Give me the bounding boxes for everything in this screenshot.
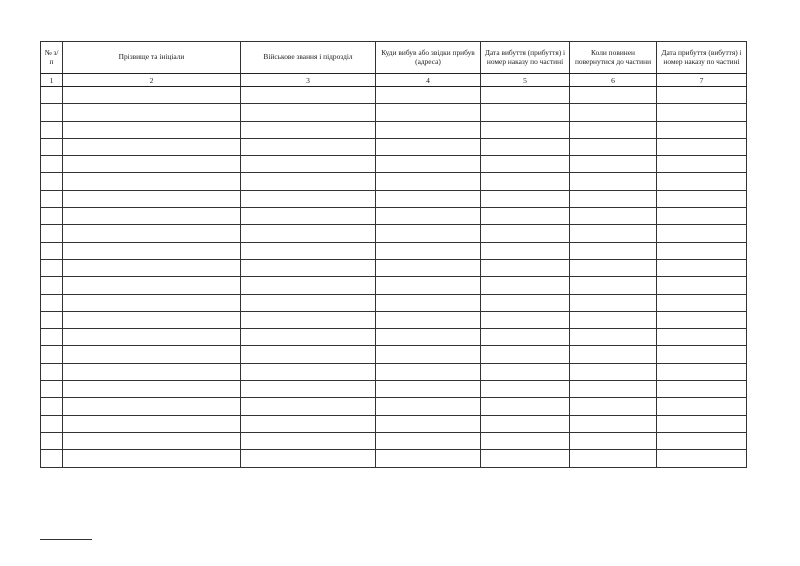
- table-cell: [41, 121, 63, 138]
- table-row: [41, 329, 747, 346]
- table-cell: [481, 346, 570, 363]
- table-cell: [41, 398, 63, 415]
- table-cell: [657, 156, 747, 173]
- table-row: [41, 121, 747, 138]
- table-cell: [241, 138, 376, 155]
- table-cell: [376, 138, 481, 155]
- table-cell: [657, 363, 747, 380]
- table-cell: [570, 398, 657, 415]
- table-cell: [241, 432, 376, 449]
- table-cell: [63, 242, 241, 259]
- table-row: [41, 173, 747, 190]
- table-cell: [657, 87, 747, 104]
- table-cell: [241, 398, 376, 415]
- table-cell: [481, 398, 570, 415]
- column-number: 1: [41, 74, 63, 87]
- header-departure-date: Дата вибуття (прибуття) і номер наказу по частині: [481, 42, 570, 74]
- table-cell: [570, 259, 657, 276]
- table-row: [41, 363, 747, 380]
- table-cell: [570, 432, 657, 449]
- table-cell: [63, 363, 241, 380]
- table-row: [41, 104, 747, 121]
- table-cell: [657, 225, 747, 242]
- table-row: [41, 311, 747, 328]
- table-cell: [481, 87, 570, 104]
- table-cell: [481, 208, 570, 225]
- table-cell: [481, 277, 570, 294]
- table-cell: [657, 242, 747, 259]
- table-cell: [41, 450, 63, 467]
- table-cell: [657, 381, 747, 398]
- register-body: [41, 87, 747, 468]
- table-row: [41, 277, 747, 294]
- table-cell: [376, 415, 481, 432]
- table-cell: [376, 259, 481, 276]
- table-cell: [376, 294, 481, 311]
- table-cell: [41, 415, 63, 432]
- table-cell: [376, 346, 481, 363]
- table-cell: [481, 294, 570, 311]
- table-cell: [570, 294, 657, 311]
- table-cell: [241, 121, 376, 138]
- table-cell: [241, 190, 376, 207]
- table-cell: [41, 259, 63, 276]
- table-cell: [241, 277, 376, 294]
- table-cell: [570, 173, 657, 190]
- table-cell: [241, 311, 376, 328]
- table-cell: [41, 208, 63, 225]
- table-cell: [481, 225, 570, 242]
- table-cell: [376, 190, 481, 207]
- table-cell: [241, 104, 376, 121]
- table-cell: [41, 329, 63, 346]
- table-cell: [657, 138, 747, 155]
- table-cell: [570, 225, 657, 242]
- table-cell: [41, 173, 63, 190]
- table-cell: [41, 381, 63, 398]
- table-cell: [63, 398, 241, 415]
- table-cell: [657, 173, 747, 190]
- table-cell: [241, 156, 376, 173]
- table-cell: [570, 138, 657, 155]
- header-full-name: Прізвище та ініціали: [63, 42, 241, 74]
- table-cell: [241, 450, 376, 467]
- table-cell: [376, 156, 481, 173]
- table-cell: [63, 173, 241, 190]
- table-cell: [41, 277, 63, 294]
- table-cell: [41, 104, 63, 121]
- table-cell: [481, 363, 570, 380]
- table-cell: [41, 294, 63, 311]
- table-cell: [481, 121, 570, 138]
- table-cell: [657, 259, 747, 276]
- table-cell: [570, 190, 657, 207]
- column-number-row: [41, 74, 747, 87]
- table-cell: [657, 329, 747, 346]
- table-cell: [241, 329, 376, 346]
- table-cell: [657, 277, 747, 294]
- table-cell: [376, 242, 481, 259]
- table-cell: [481, 173, 570, 190]
- table-cell: [481, 329, 570, 346]
- table-row: [41, 225, 747, 242]
- table-cell: [63, 259, 241, 276]
- table-cell: [63, 156, 241, 173]
- table-cell: [570, 311, 657, 328]
- table-cell: [376, 208, 481, 225]
- table-cell: [657, 121, 747, 138]
- table-row: [41, 432, 747, 449]
- table-cell: [241, 294, 376, 311]
- table-cell: [570, 87, 657, 104]
- table-cell: [570, 242, 657, 259]
- table-row: [41, 381, 747, 398]
- table-row: [41, 398, 747, 415]
- table-cell: [570, 450, 657, 467]
- table-cell: [376, 173, 481, 190]
- table-cell: [376, 363, 481, 380]
- table-row: [41, 415, 747, 432]
- table-cell: [657, 311, 747, 328]
- table-cell: [570, 104, 657, 121]
- table-cell: [63, 415, 241, 432]
- header-number: № з/п: [41, 42, 63, 74]
- table-cell: [241, 381, 376, 398]
- table-cell: [63, 346, 241, 363]
- table-cell: [657, 104, 747, 121]
- table-cell: [657, 208, 747, 225]
- table-cell: [481, 432, 570, 449]
- header-arrival-date: Дата прибуття (вибуття) і номер наказу по частині: [657, 42, 747, 74]
- table-cell: [376, 381, 481, 398]
- table-cell: [63, 87, 241, 104]
- table-cell: [241, 173, 376, 190]
- table-cell: [481, 450, 570, 467]
- table-cell: [376, 121, 481, 138]
- table-cell: [41, 363, 63, 380]
- table-cell: [376, 432, 481, 449]
- table-cell: [570, 346, 657, 363]
- table-cell: [63, 311, 241, 328]
- table-row: [41, 156, 747, 173]
- table-cell: [376, 311, 481, 328]
- table-cell: [481, 311, 570, 328]
- table-cell: [657, 190, 747, 207]
- table-cell: [657, 346, 747, 363]
- table-cell: [41, 156, 63, 173]
- table-cell: [63, 432, 241, 449]
- table-cell: [63, 329, 241, 346]
- column-number: 6: [570, 74, 657, 87]
- table-cell: [657, 450, 747, 467]
- table-cell: [63, 104, 241, 121]
- table-cell: [241, 346, 376, 363]
- table-cell: [481, 104, 570, 121]
- table-cell: [241, 415, 376, 432]
- table-cell: [376, 277, 481, 294]
- table-cell: [481, 242, 570, 259]
- table-cell: [376, 398, 481, 415]
- table-cell: [241, 242, 376, 259]
- table-cell: [63, 294, 241, 311]
- table-cell: [41, 432, 63, 449]
- table-row: [41, 242, 747, 259]
- table-cell: [481, 259, 570, 276]
- column-number: 5: [481, 74, 570, 87]
- table-cell: [41, 242, 63, 259]
- table-cell: [241, 208, 376, 225]
- table-cell: [481, 415, 570, 432]
- table-cell: [63, 381, 241, 398]
- header-destination: Куди вибув або звідки прибув (адреса): [376, 42, 481, 74]
- table-row: [41, 208, 747, 225]
- table-cell: [241, 259, 376, 276]
- table-cell: [63, 450, 241, 467]
- table-cell: [41, 138, 63, 155]
- table-cell: [41, 190, 63, 207]
- header-row: [41, 42, 747, 74]
- table-cell: [41, 311, 63, 328]
- table-row: [41, 259, 747, 276]
- table-cell: [481, 381, 570, 398]
- table-row: [41, 87, 747, 104]
- table-cell: [376, 225, 481, 242]
- table-cell: [657, 294, 747, 311]
- table-cell: [657, 415, 747, 432]
- table-cell: [481, 190, 570, 207]
- table-cell: [241, 87, 376, 104]
- table-cell: [570, 156, 657, 173]
- table-cell: [570, 363, 657, 380]
- table-cell: [570, 415, 657, 432]
- header-rank-unit: Військове звання і підрозділ: [241, 42, 376, 74]
- table-cell: [63, 138, 241, 155]
- table-cell: [376, 450, 481, 467]
- table-row: [41, 138, 747, 155]
- column-number: 7: [657, 74, 747, 87]
- table-cell: [63, 225, 241, 242]
- table-cell: [41, 225, 63, 242]
- table-cell: [241, 363, 376, 380]
- table-cell: [63, 121, 241, 138]
- table-cell: [570, 329, 657, 346]
- table-row: [41, 294, 747, 311]
- table-cell: [41, 346, 63, 363]
- table-cell: [657, 432, 747, 449]
- table-cell: [376, 87, 481, 104]
- table-row: [41, 450, 747, 467]
- table-cell: [481, 156, 570, 173]
- column-number: 3: [241, 74, 376, 87]
- table-cell: [376, 329, 481, 346]
- table-cell: [570, 121, 657, 138]
- table-cell: [657, 398, 747, 415]
- table-cell: [481, 138, 570, 155]
- column-number: 2: [63, 74, 241, 87]
- table-cell: [41, 87, 63, 104]
- column-number: 4: [376, 74, 481, 87]
- footnote-separator: [40, 539, 92, 540]
- table-cell: [570, 208, 657, 225]
- table-cell: [241, 225, 376, 242]
- header-return-due: Коли повинен повернутися до частини: [570, 42, 657, 74]
- table-cell: [570, 381, 657, 398]
- table-cell: [63, 277, 241, 294]
- table-cell: [376, 104, 481, 121]
- table-cell: [63, 190, 241, 207]
- table-cell: [570, 277, 657, 294]
- register-table: [40, 41, 747, 468]
- table-row: [41, 190, 747, 207]
- table-cell: [63, 208, 241, 225]
- table-row: [41, 346, 747, 363]
